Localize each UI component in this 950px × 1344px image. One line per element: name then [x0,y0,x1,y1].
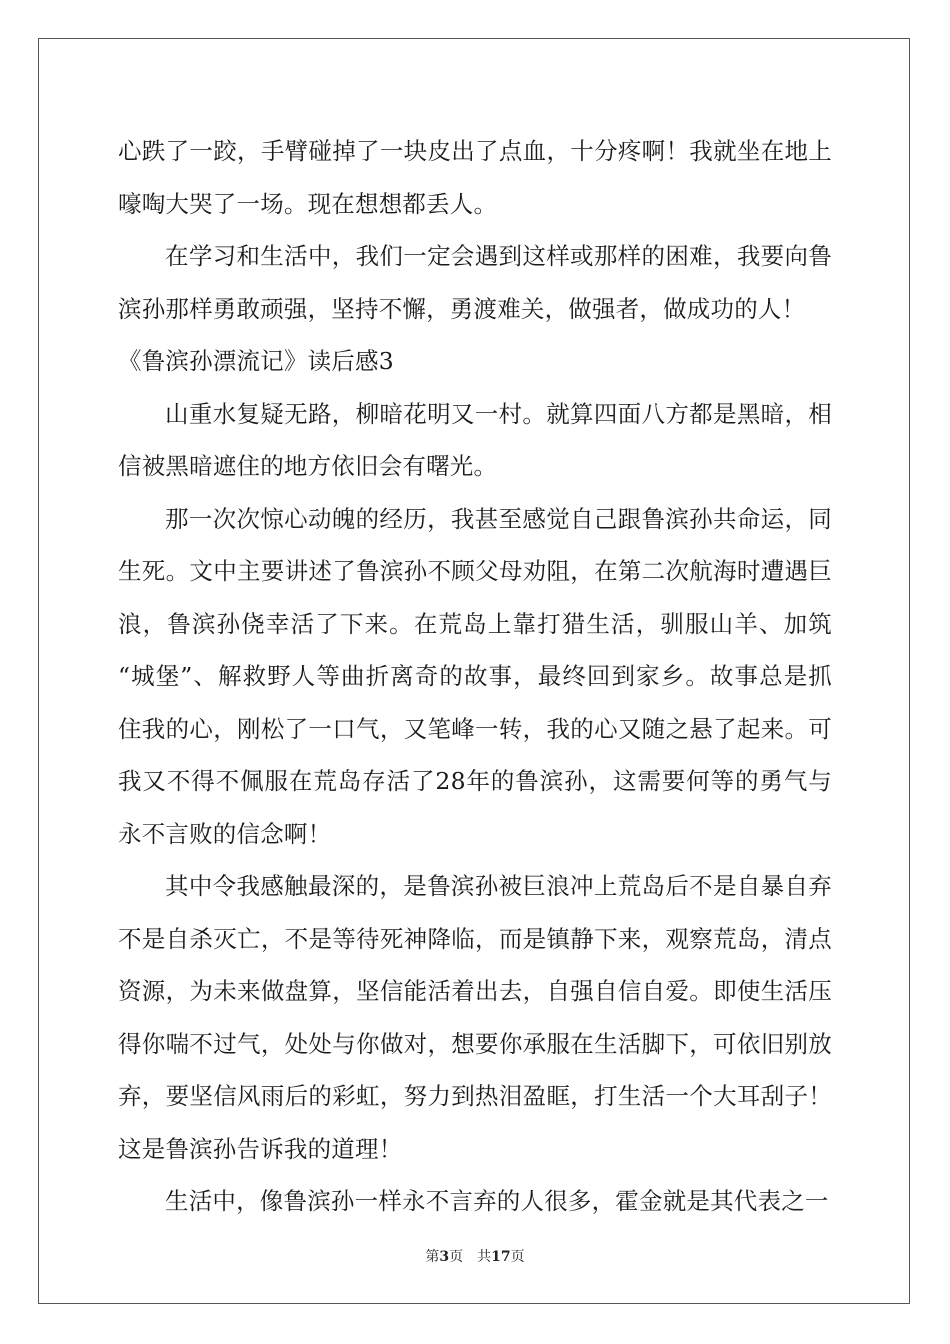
text-line: 永不言败的信念啊！ [118,819,332,848]
total-prefix: 共 [477,1249,492,1265]
text-line: 浪，鲁滨孙侥幸活了下来。在荒岛上靠打猎生活，驯服山羊、加筑 [118,609,832,638]
text-line: 生死。文中主要讲述了鲁滨孙不顾父母劝阻，在第二次航海时遭遇巨 [118,557,832,585]
page-prefix: 第 [425,1249,440,1265]
text-line: 信被黑暗遮住的地方依旧会有曙光。 [118,452,498,480]
text-line: 那一次次惊心动魄的经历，我甚至感觉自己跟鲁滨孙共命运，同 [165,504,832,533]
page-footer [0,1246,950,1266]
total-pages: 17 [491,1249,511,1265]
page-current: 3 [439,1249,450,1265]
section-heading: 《鲁滨孙漂流记》读后感3 [118,347,394,375]
text-line: 其中令我感触最深的，是鲁滨孙被巨浪冲上荒岛后不是自暴自弃 [165,872,832,900]
text-line: 心跌了一跤，手臂碰掉了一块皮出了点血，十分疼啊！我就坐在地上 [118,137,832,165]
text-line: 不是自杀灭亡，不是等待死神降临，而是镇静下来，观察荒岛，清点 [118,924,832,953]
text-line: 滨孙那样勇敢顽强，坚持不懈，勇渡难关，做强者，做成功的人！ [118,294,806,323]
text-line: 我又不得不佩服在荒岛存活了28年的鲁滨孙，这需要何等的勇气与 [118,767,832,795]
text-line: 在学习和生活中，我们一定会遇到这样或那样的困难，我要向鲁 [165,242,832,270]
document-body [118,125,832,1228]
page-suffix: 页 [449,1249,464,1265]
text-line: “城堡”、解救野人等曲折离奇的故事，最终回到家乡。故事总是抓 [118,662,832,690]
text-line: 这是鲁滨孙告诉我的道理！ [118,1134,403,1163]
text-line: 山重水复疑无路，柳暗花明又一村。就算四面八方都是黑暗，相 [165,399,832,428]
text-line: 资源，为未来做盘算，坚信能活着出去，自强自信自爱。即使生活压 [118,977,832,1005]
text-line: 嚎啕大哭了一场。现在想想都丢人。 [118,189,498,218]
text-line: 住我的心，刚松了一口气，又笔峰一转，我的心又随之悬了起来。可 [118,714,832,743]
text-line: 生活中，像鲁滨孙一样永不言弃的人很多，霍金就是其代表之一 [165,1187,829,1215]
text-line: 弃，要坚信风雨后的彩虹，努力到热泪盈眶，打生活一个大耳刮子！ [118,1082,832,1110]
total-suffix: 页 [510,1249,525,1265]
text-line: 得你喘不过气，处处与你做对，想要你承服在生活脚下，可依旧别放 [118,1029,832,1058]
